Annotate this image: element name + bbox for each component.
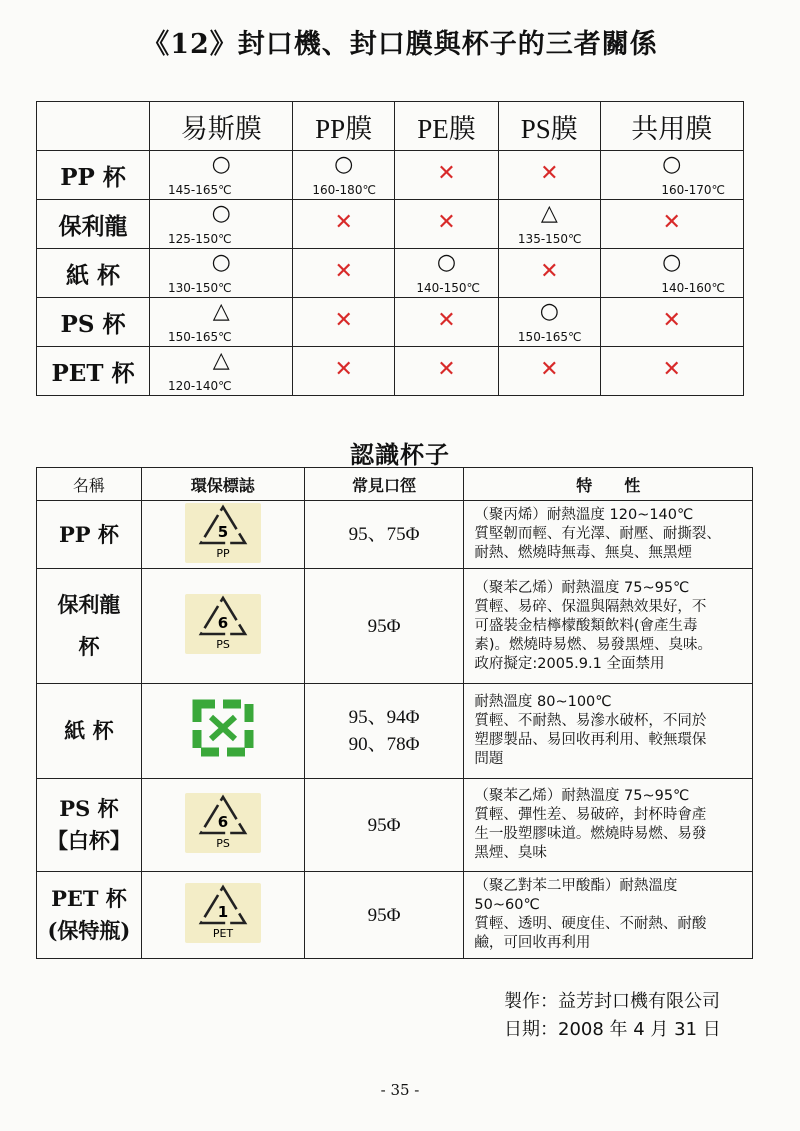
- compat-col-header: PP膜: [293, 102, 395, 151]
- cups-row: [37, 501, 753, 569]
- feature-line: 質輕、不耐熱、易滲水破杯，不同於: [474, 713, 707, 729]
- compat-col-header: PE膜: [394, 102, 498, 151]
- compat-cell: [150, 298, 293, 347]
- maker-line: 製作：益芳封口機有限公司: [504, 991, 720, 1012]
- page-title: 《12》封口機、封口膜與杯子的三者關係: [142, 29, 658, 60]
- compat-row: [37, 151, 744, 200]
- recycle-symbol-icon: [193, 793, 253, 851]
- feature-line: 耐熱溫度 80~100℃: [474, 694, 612, 710]
- temperature-range: 130-150℃: [168, 281, 232, 295]
- cross-mark-icon: ✕: [437, 357, 456, 382]
- recycle-symbol-icon: [193, 883, 253, 941]
- eco-logo-cell: [141, 779, 304, 872]
- compat-cell: [600, 151, 743, 200]
- cup-features-cell: [464, 501, 753, 569]
- compat-row-header: PS 杯: [37, 298, 150, 347]
- eco-logo-cell: [141, 569, 304, 684]
- compat-cell: [150, 347, 293, 396]
- recycle-number: 1: [217, 903, 228, 921]
- cup-size: 95、94Φ: [348, 707, 420, 728]
- recycle-number: 6: [217, 614, 228, 632]
- compat-cell: [293, 249, 395, 298]
- cup-size: 95Φ: [367, 615, 401, 637]
- compat-cell: [394, 200, 498, 249]
- footer: [504, 988, 721, 1044]
- recycle-symbol-icon: [193, 594, 253, 652]
- cross-mark-icon: ✕: [334, 308, 353, 333]
- resin-code: PP: [216, 546, 230, 560]
- compat-cell: [394, 347, 498, 396]
- compat-row: [37, 298, 744, 347]
- eco-logo-cell: [141, 684, 304, 779]
- temperature-range: 160-180℃: [312, 183, 376, 197]
- compat-row-header: PP 杯: [37, 151, 150, 200]
- section-subtitle: 認識杯子: [350, 440, 450, 469]
- compat-cell: [499, 298, 601, 347]
- compat-cell: [499, 200, 601, 249]
- compat-cell: [293, 151, 395, 200]
- feature-line: （聚苯乙烯）耐熱溫度 75~95℃: [474, 788, 690, 804]
- cup-size: 95Φ: [367, 904, 401, 926]
- feature-line: 質堅韌而輕、有光澤、耐壓、耐撕裂、: [474, 526, 721, 542]
- cross-mark-icon: ✕: [540, 357, 559, 382]
- compat-row: [37, 200, 744, 249]
- circle-mark-icon: ○: [539, 299, 559, 324]
- compat-row: [37, 347, 744, 396]
- feature-line: 鹼，可回收再利用: [474, 935, 591, 951]
- recycle-number: 6: [217, 813, 228, 831]
- cross-mark-icon: ✕: [334, 357, 353, 382]
- triangle-mark-icon: △: [212, 299, 230, 324]
- eco-logo: [185, 503, 261, 563]
- temperature-range: 135-150℃: [517, 232, 582, 246]
- eco-logo-cell: [141, 872, 304, 959]
- compat-cell: [150, 249, 293, 298]
- temperature-range: 120-140℃: [168, 379, 232, 393]
- compat-row: [37, 249, 744, 298]
- cups-col-header-name: 名稱: [37, 468, 142, 501]
- cup-name-cell: [37, 684, 142, 779]
- compat-col-header: 共用膜: [600, 102, 743, 151]
- eco-logo: [185, 883, 261, 943]
- temperature-range: 140-160℃: [661, 281, 725, 295]
- compat-cell: [293, 298, 395, 347]
- feature-line: 塑膠製品、易回收再利用、較無環保: [474, 732, 707, 748]
- eco-logo: [185, 594, 261, 654]
- cup-name-cell: [37, 501, 142, 569]
- compat-corner-cell: [37, 102, 150, 151]
- cup-size: 95Φ: [367, 814, 401, 836]
- cross-mark-icon: ✕: [437, 210, 456, 235]
- circle-mark-icon: ○: [211, 201, 231, 226]
- circle-mark-icon: ○: [436, 250, 457, 275]
- compat-cell: [150, 200, 293, 249]
- cross-mark-icon: ✕: [437, 161, 456, 186]
- cup-name: PS 杯: [59, 796, 119, 821]
- cup-size-cell: [304, 501, 464, 569]
- recycle-symbol-icon: [193, 503, 253, 561]
- circle-mark-icon: ○: [662, 152, 682, 177]
- compat-row-header: PET 杯: [37, 347, 150, 396]
- compat-cell: [150, 151, 293, 200]
- cups-header-row: [37, 468, 753, 501]
- eco-logo: [185, 793, 261, 853]
- cross-mark-icon: ✕: [334, 259, 353, 284]
- feature-line: 耐熱、燃燒時無毒、無臭、無黑煙: [474, 545, 692, 561]
- temperature-range: 150-165℃: [168, 330, 232, 344]
- compat-cell: [499, 249, 601, 298]
- cups-row: [37, 569, 753, 684]
- compat-cell: [600, 200, 743, 249]
- circle-mark-icon: ○: [211, 250, 231, 275]
- resin-code: PS: [215, 837, 230, 850]
- cups-row: [37, 684, 753, 779]
- cross-mark-icon: ✕: [662, 357, 681, 382]
- feature-line: 質輕、透明、硬度佳、不耐熱、耐酸: [474, 916, 707, 932]
- cup-size-cell: [304, 872, 464, 959]
- cup-features-cell: [464, 779, 753, 872]
- compat-cell: [600, 298, 743, 347]
- eco-logo-cell: [141, 501, 304, 569]
- cups-col-header-features: 特 性: [464, 468, 753, 501]
- cup-name-cell: [37, 872, 142, 959]
- compat-cell: [394, 298, 498, 347]
- cross-mark-icon: ✕: [437, 308, 456, 333]
- compat-cell: [394, 249, 498, 298]
- feature-line: 黑煙、臭味: [474, 845, 547, 861]
- feature-line: 生一股塑膠味道。燃燒時易燃、易發: [474, 826, 707, 842]
- cup-name: 【白杯】: [46, 828, 131, 853]
- feature-line: （聚乙對苯二甲酸酯）耐熱溫度: [474, 878, 678, 894]
- cross-mark-icon: ✕: [334, 210, 353, 235]
- compat-row-header: 紙 杯: [37, 249, 150, 298]
- cup-name-cell: [37, 569, 142, 684]
- cups-col-header-size: 常見口徑: [304, 468, 464, 501]
- feature-line: 質輕、易碎、保溫與隔熱效果好，不: [474, 598, 707, 615]
- cup-name: (保特瓶): [47, 918, 131, 943]
- feature-line: 50~60℃: [474, 897, 540, 913]
- cross-mark-icon: ✕: [540, 161, 559, 186]
- feature-line: （聚苯乙烯）耐熱溫度 75~95℃: [474, 579, 690, 596]
- cup-features-cell: [464, 569, 753, 684]
- cup-size-cell: [304, 779, 464, 872]
- feature-line: 政府擬定:2005.9.1 全面禁用: [474, 655, 665, 672]
- cups-row: [37, 872, 753, 959]
- cup-name: 紙 杯: [64, 718, 114, 743]
- recycle-number: 5: [217, 522, 228, 541]
- temperature-range: 140-150℃: [416, 281, 481, 295]
- cup-name: PP 杯: [58, 521, 119, 547]
- cross-mark-icon: ✕: [662, 210, 681, 235]
- cup-features-cell: [464, 684, 753, 779]
- compat-cell: [600, 249, 743, 298]
- cup-features-cell: [464, 872, 753, 959]
- feature-line: 質輕、彈性差、易破碎，封杯時會產: [474, 807, 707, 823]
- date-line: 日期：2008 年 4 月 31 日: [504, 1019, 721, 1040]
- green-recycle-icon: [191, 699, 255, 757]
- feature-line: （聚丙烯）耐熱溫度 120~140℃: [474, 507, 694, 523]
- circle-mark-icon: ○: [211, 152, 231, 177]
- cup-name: PET 杯: [51, 886, 127, 911]
- eco-logo: [185, 699, 261, 759]
- cross-mark-icon: ✕: [662, 308, 681, 333]
- temperature-range: 150-165℃: [517, 330, 582, 344]
- cup-name: 保利龍: [57, 592, 121, 617]
- temperature-range: 145-165℃: [168, 183, 232, 197]
- cups-row: [37, 779, 753, 872]
- cross-mark-icon: ✕: [540, 259, 559, 284]
- resin-code: PET: [212, 927, 233, 940]
- compatibility-table: [36, 101, 744, 396]
- circle-mark-icon: ○: [662, 250, 682, 275]
- temperature-range: 160-170℃: [661, 183, 725, 197]
- feature-line: 可盛裝金桔檸檬酸類飲料(會產生毒: [474, 617, 698, 634]
- compat-header-row: [37, 102, 744, 151]
- cups-table: [36, 467, 753, 959]
- circle-mark-icon: ○: [334, 152, 354, 177]
- cup-name: 杯: [78, 634, 100, 659]
- triangle-mark-icon: △: [212, 348, 230, 373]
- cup-size: 90、78Φ: [348, 734, 420, 755]
- page-number: - 35 -: [380, 1081, 420, 1099]
- feature-line: 素)。燃燒時易燃、易發黑煙、臭味。: [474, 636, 713, 653]
- cup-name-cell: [37, 779, 142, 872]
- temperature-range: 125-150℃: [168, 232, 232, 246]
- triangle-mark-icon: △: [540, 201, 558, 226]
- compat-row-header: 保利龍: [37, 200, 150, 249]
- compat-cell: [293, 347, 395, 396]
- compat-cell: [499, 151, 601, 200]
- resin-code: PS: [215, 638, 230, 651]
- compat-cell: [394, 151, 498, 200]
- compat-cell: [293, 200, 395, 249]
- compat-cell: [600, 347, 743, 396]
- compat-col-header: PS膜: [499, 102, 601, 151]
- cup-size: 95、75Φ: [348, 524, 420, 545]
- cups-col-header-logo: 環保標誌: [141, 468, 304, 501]
- feature-line: 問題: [474, 751, 504, 767]
- cup-size-cell: [304, 569, 464, 684]
- compat-col-header: 易斯膜: [150, 102, 293, 151]
- cup-size-cell: [304, 684, 464, 779]
- compat-cell: [499, 347, 601, 396]
